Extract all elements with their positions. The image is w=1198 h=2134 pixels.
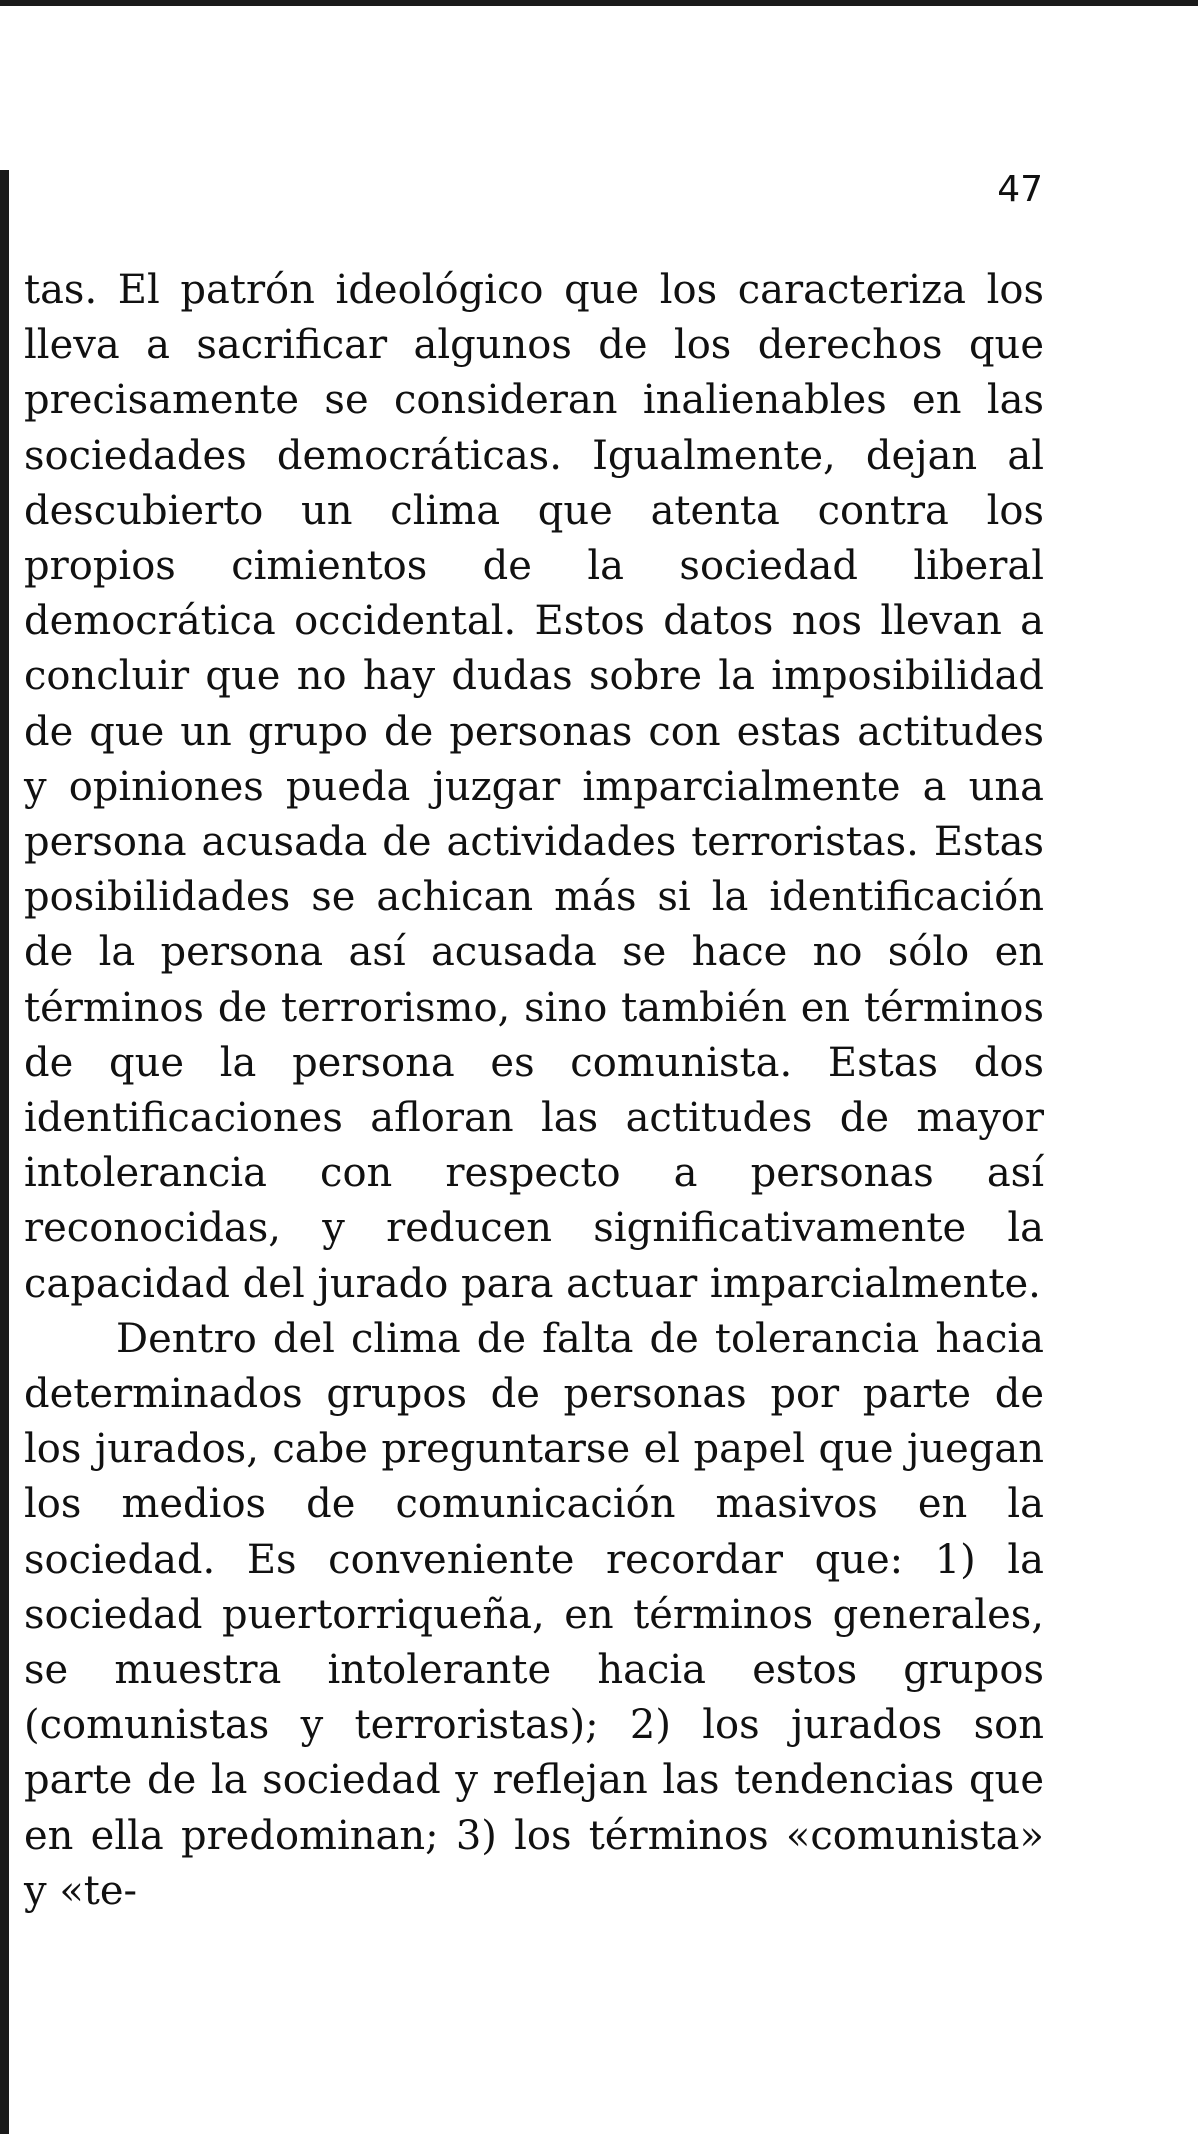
paragraph-2: Dentro del clima de falta de tolerancia hacia determinados grupos de personas por parte de los jurados, cabe preguntarse el papel que juegan los medios de comunicación masivos en la sociedad. Es conveniente recordar que: 1) la sociedad puertorriqueña, en términos generales, se muestra intolerante hacia estos grupos (comunistas y terroristas); 2) los jurados son parte de la sociedad y reflejan las tendencias que en ella predominan; 3) los términos «comunista» y «te-	[24, 1315, 1044, 1914]
page-top-edge	[0, 0, 1198, 6]
page-number: 47	[997, 169, 1043, 210]
paragraph-1: tas. El patrón ideológico que los caracteriza los lleva a sacrificar algunos de los derechos que precisamente se consideran inalienables en las sociedades democráticas. Igualmente, dejan al descubierto un clima que atenta contra los propios cimientos de la sociedad liberal democrática occidental. Estos datos nos llevan a concluir que no hay dudas sobre la imposibilidad de que un grupo de personas con estas actitudes y opiniones pueda juzgar imparcialmente a una persona acusada de actividades terroristas. Estas posibilidades se achican más si la identificación de la persona así acusada se hace no sólo en términos de terrorismo, sino también en términos de que la persona es comunista. Estas dos identificaciones afloran las actitudes de mayor intolerancia con respecto a personas así reconocidas, y reducen significativamente la capacidad del jurado para actuar imparcialmente.	[24, 267, 1044, 1307]
page-left-edge	[0, 170, 9, 2134]
body-text	[24, 263, 1044, 1919]
